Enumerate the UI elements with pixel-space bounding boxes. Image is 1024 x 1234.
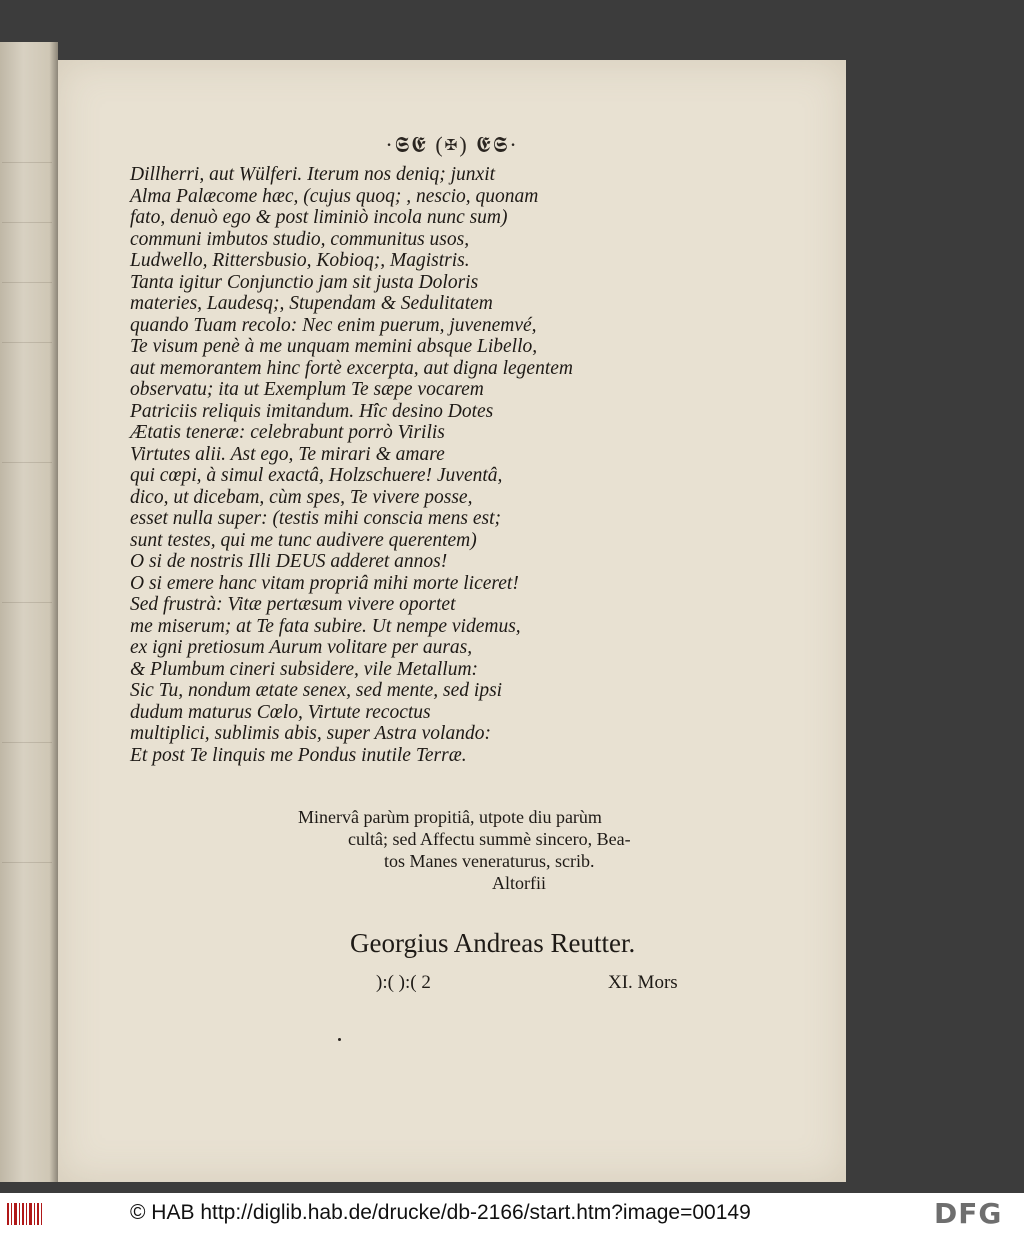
poem-line: observatu; ita ut Exemplum Te sæpe vocarem (130, 379, 484, 400)
author-name: Georgius Andreas Reutter. (350, 928, 636, 958)
poem-line: fato, denuò ego & post liminiò incola nunc sum) (130, 207, 508, 228)
signoff-line: Altorfii (492, 873, 546, 893)
poem-line: ex igni pretiosum Aurum volitare per auras, (130, 637, 473, 658)
barcode-icon (6, 1201, 44, 1227)
poem-line: aut memorantem hinc fortè excerpta, aut digna legentem (130, 357, 573, 379)
poem-line: O si emere hanc vitam propriâ mihi morte liceret! (130, 572, 519, 594)
poem-line: communi imbutos studio, communitus usos, (130, 228, 470, 250)
poem-line: Dillherri, aut Wülferi. Iterum nos deniq; junxit (130, 164, 496, 185)
poem-line: multiplici, sublimis abis, super Astra volando: (130, 723, 491, 744)
poem-line: Ludwello, Rittersbusio, Kobioq;, Magistris. (130, 250, 470, 271)
left-page-edge (0, 42, 58, 1182)
poem-line: sunt testes, qui me tunc audivere querentem) (130, 529, 477, 551)
poem-line: materies, Laudesq;, Stupendam & Sedulitatem (130, 293, 493, 314)
poem-text (130, 164, 690, 766)
poem-line: dico, ut dicebam, cùm spes, Te vivere posse, (130, 486, 473, 508)
poem-line: qui cœpi, à simul exactâ, Holzschuere! Juventâ, (130, 465, 503, 486)
poem-line: Te visum penè à me unquam memini absque Libello, (130, 336, 538, 357)
header-ornament: ·𝕾𝕰 (✠) 𝕰𝕾· (385, 132, 519, 157)
document-page (58, 60, 846, 1182)
poem-line: Virtutes alii. Ast ego, Te mirari & amare (130, 443, 445, 465)
footer-bar (0, 1193, 1024, 1234)
catchword: XI. Mors (608, 972, 678, 993)
poem-line: Ætatis teneræ: celebrabunt porrò Virilis (130, 422, 445, 443)
ink-speck (338, 1038, 341, 1041)
poem-line: & Plumbum cineri subsidere, vile Metallum: (130, 658, 479, 680)
poem-line: Alma Palæcome hæc, (cujus quoq; , nescio, quonam (130, 185, 539, 207)
signature-mark: ):( ):( 2 (376, 972, 431, 993)
signoff-line: Minervâ parùm propitiâ, utpote diu parùm (298, 807, 602, 827)
copyright-link[interactable]: © HAB http://diglib.hab.de/drucke/db-2166/start.htm?image=00149 (130, 1201, 751, 1224)
poem-line: O si de nostris Illi DEUS adderet annos! (130, 551, 448, 572)
poem-line: Sic Tu, nondum ætate senex, sed mente, sed ipsi (130, 680, 503, 701)
poem-line: quando Tuam recolo: Nec enim puerum, juvenemvé, (130, 314, 537, 336)
dfg-logo: DFG (934, 1197, 1003, 1230)
poem-line: Et post Te linquis me Pondus inutile Terræ. (130, 744, 467, 766)
poem-line: esset nulla super: (testis mihi conscia mens est; (130, 508, 501, 529)
poem-line: dudum maturus Cœlo, Virtute recoctus (130, 701, 431, 723)
signoff-line: tos Manes veneraturus, scrib. (384, 851, 595, 871)
signoff-line: cultâ; sed Affectu summè sincero, Bea- (348, 829, 631, 849)
poem-line: Tanta igitur Conjunctio jam sit justa Doloris (130, 271, 479, 293)
poem-line: Sed frustrà: Vitæ pertæsum vivere oportet (130, 594, 456, 615)
poem-line: Patriciis reliquis imitandum. Hîc desino Dotes (130, 400, 494, 422)
poem-line: me miserum; at Te fata subire. Ut nempe videmus, (130, 615, 521, 637)
